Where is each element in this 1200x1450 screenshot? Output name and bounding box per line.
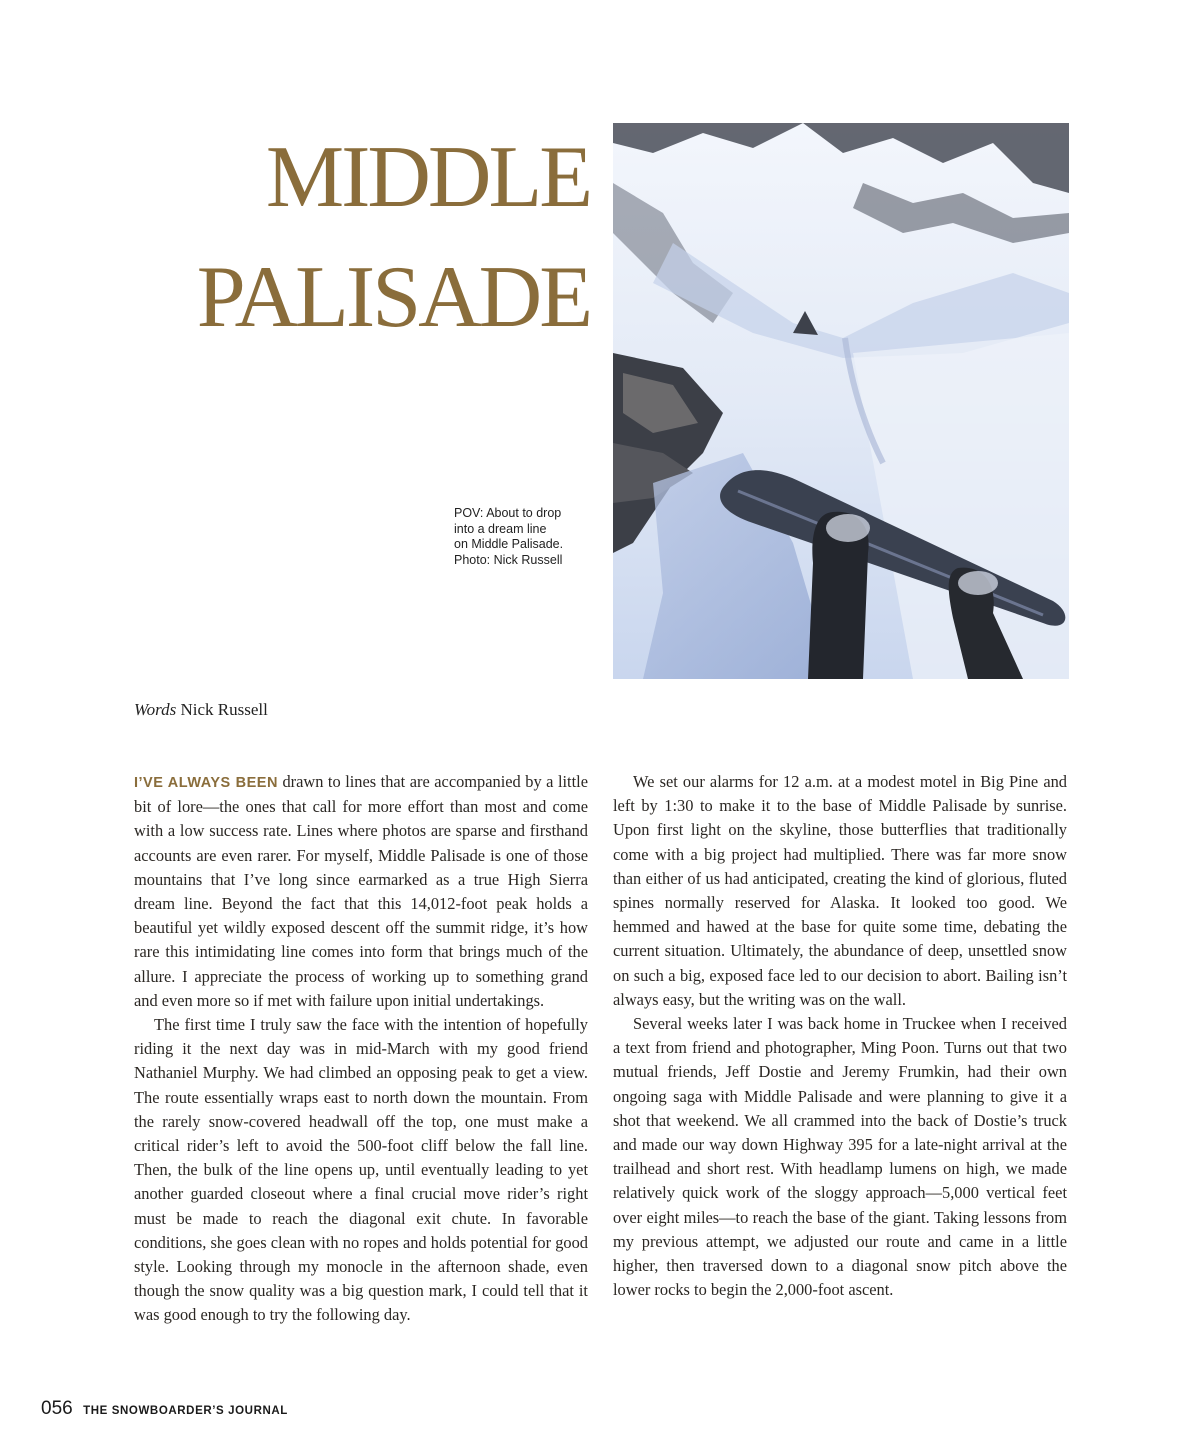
paragraph: We set our alarms for 12 a.m. at a modest motel in Big Pine and left by 1:30 to make it to the base of Middle Palisade by sunrise. Upon first light on the skyline, those butterflies that traditionally come with a big project had multiplied. There was far more snow than either of us had anticipated, creating the kind of glorious, fluted spines normally reserved for Alaska. It looked too good. We hemmed and hawed at the base for quite some time, debating the current situation. Ultimately, the abundance of deep, unsettled snow on such a big, exposed face led to our decision to abort. Bailing isn’t always easy, but the writing was on the wall. [613, 772, 1067, 1009]
byline-author: Nick Russell [180, 700, 268, 719]
paragraph [134, 770, 588, 1013]
snowboard-pov-photo [613, 123, 1069, 679]
page-number: 056 [41, 1398, 73, 1419]
caption-line: on Middle Palisade. [454, 537, 564, 551]
lead-in: I’VE ALWAYS BEEN [134, 775, 278, 791]
byline [134, 700, 268, 720]
paragraph: The first time I truly saw the face with the intention of hopefully riding it the next day was in mid-March with my good friend Nathaniel Murphy. We had climbed an opposing peak to get a view. The route essentially wraps east to north down the mountain. From the rarely snow-covered headwall off the top, one must make a critical rider’s left to avoid the 500-foot cliff below the fall line. Then, the bulk of the line opens up, until eventually leading to yet another guarded closeout where a final crucial move rider’s right must be made to reach the diagonal exit chute. In favorable conditions, she goes clean with no ropes and holds potential for good style. Looking through my monocle in the afternoon shade, even though the snow quality was a big question mark, I could tell that it was good enough to try the following day. [134, 1015, 588, 1325]
caption-line: Photo: Nick Russell [454, 552, 563, 567]
title-line-1: MIDDLE [265, 129, 590, 226]
page-footer [41, 1398, 288, 1420]
photo-illustration [613, 123, 1069, 679]
byline-label: Words [134, 700, 177, 719]
article-column-right [613, 770, 1067, 1302]
caption-line: into a dream line [454, 521, 547, 536]
photo-caption [454, 506, 594, 568]
article-title [60, 118, 590, 358]
title-line-2: PALISADE [196, 249, 590, 346]
paragraph: Several weeks later I was back home in Truckee when I received a text from friend and photographer, Ming Poon. Turns out that two mutual friends, Jeff Dostie and Jeremy Frumkin, had their own ongoing saga with Middle Palisade and were planning to give it a shot that weekend. We all crammed into the back of Dostie’s truck and made our way down Highway 395 for a late-night arrival at the trailhead and short rest. With headlamp lumens on high, we made relatively quick work of the sloggy approach—5,000 vertical feet over eight miles—to reach the base of the giant. Taking lessons from my previous attempt, we adjusted our route and came in a little higher, then traversed down to a diagonal snow pitch above the lower rocks to begin the 2,000-foot ascent. [613, 1014, 1067, 1300]
article-column-left [134, 770, 588, 1328]
publication-name: THE SNOWBOARDER’S JOURNAL [83, 1405, 288, 1417]
caption-line: POV: About to drop [454, 506, 562, 520]
paragraph-text: drawn to lines that are accompanied by a little bit of lore—the ones that call for more effort than most and come with a low success rate. Lines where photos are sparse and firsthand accounts are even rarer. For myself, Middle Palisade is one of those mountains that I’ve long since earmarked as a true High Sierra dream line. Beyond the fact that this 14,012-foot peak holds a beautiful yet wildly exposed descent off the summit ridge, it’s how rare this intimidating line comes into form that brings much of the allure. I appreciate the process of working up to something grand and even more so if met with failure upon initial undertakings. [134, 772, 588, 1010]
